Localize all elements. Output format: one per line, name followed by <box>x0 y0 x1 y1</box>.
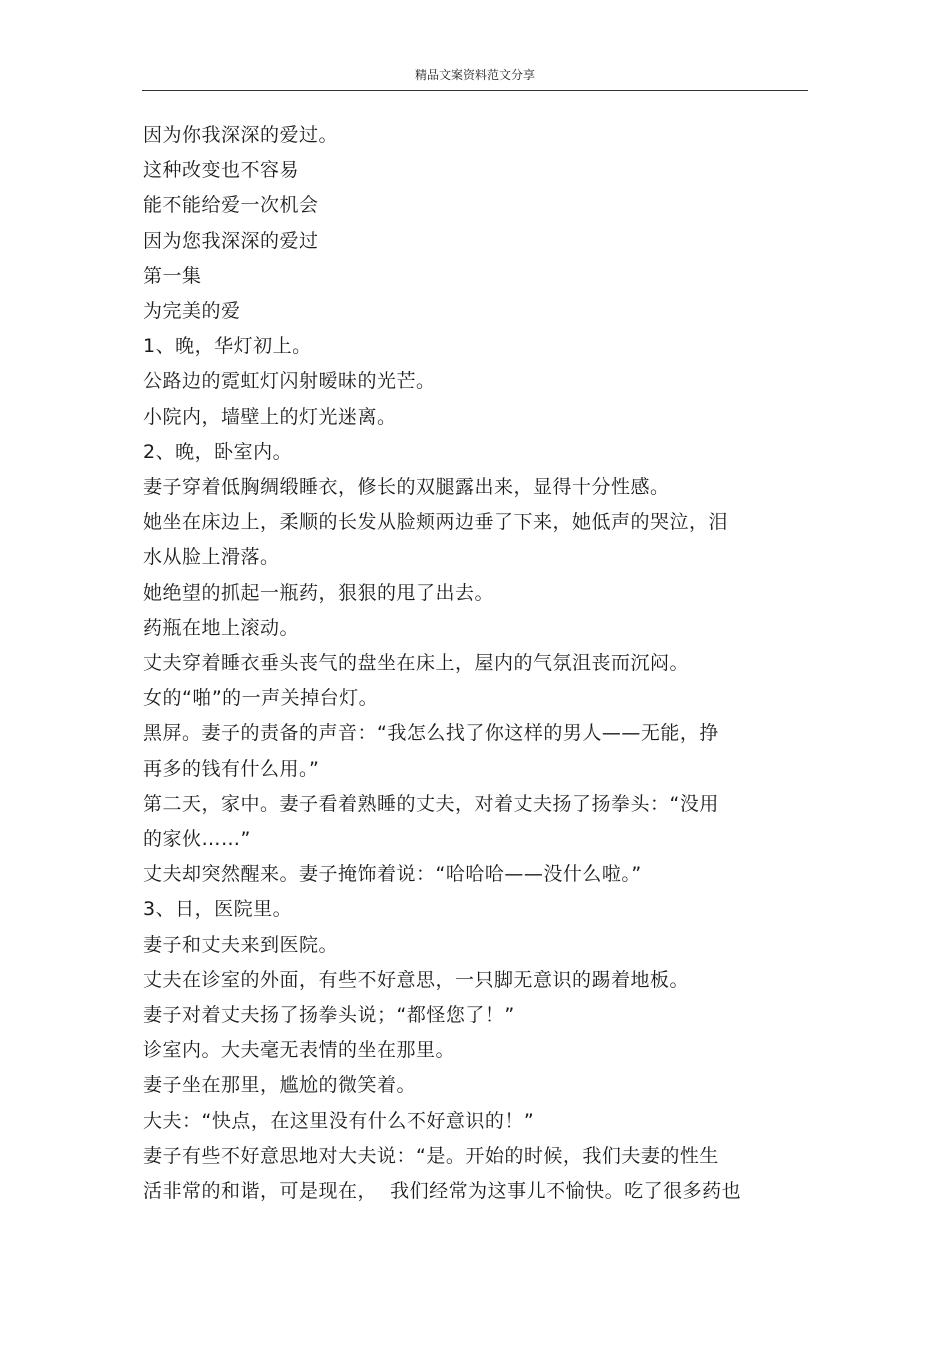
text-line: 能不能给爱一次机会 <box>143 194 319 217</box>
text-line: 小院内，墙壁上的灯光迷离。 <box>143 405 397 428</box>
text-line: 妻子对着丈夫扬了扬拳头说；“都怪您了！” <box>143 1004 515 1027</box>
text-line: 再多的钱有什么用。” <box>143 757 320 780</box>
text-line: 她绝望的抓起一瓶药，狠狠的甩了出去。 <box>143 581 495 604</box>
text-line: 黑屏。妻子的责备的声音：“我怎么找了你这样的男人——无能，挣 <box>143 722 719 745</box>
text-line: 妻子有些不好意思地对大夫说：“是。开始的时候，我们夫妻的性生 <box>143 1144 719 1167</box>
text-line: 因为您我深深的爱过 <box>143 229 319 252</box>
text-line: 这种改变也不容易 <box>143 159 300 182</box>
text-line: 1、晚，华灯初上。 <box>143 335 312 358</box>
document-body <box>143 118 793 1209</box>
text-line: 因为你我深深的爱过。 <box>143 124 339 146</box>
text-line: 水从脸上滑落。 <box>143 546 280 569</box>
text-line: 丈夫在诊室的外面，有些不好意思，一只脚无意识的踢着地板。 <box>143 968 690 991</box>
page-header <box>142 66 808 91</box>
header-title: 精品文案资料范文分享 <box>414 68 535 82</box>
text-line: 妻子穿着低胸绸缎睡衣，修长的双腿露出来，显得十分性感。 <box>143 476 670 499</box>
text-line: 为完美的爱 <box>143 300 241 323</box>
text-line: 女的“啪”的一声关掉台灯。 <box>143 687 379 710</box>
text-line: 的家伙……” <box>143 828 251 851</box>
text-line: 大夫：“快点，在这里没有什么不好意识的！” <box>143 1109 535 1132</box>
text-line: 药瓶在地上滚动。 <box>143 616 300 639</box>
text-line: 2、晚，卧室内。 <box>143 440 293 463</box>
text-line: 妻子坐在那里，尴尬的微笑着。 <box>143 1074 417 1097</box>
text-line: 她坐在床边上，柔顺的长发从脸颊两边垂了下来，她低声的哭泣，泪 <box>143 511 729 534</box>
text-line: 第一集 <box>143 264 202 287</box>
text-line: 丈夫穿着睡衣垂头丧气的盘坐在床上，屋内的气氛沮丧而沉闷。 <box>143 652 690 675</box>
text-line: 公路边的霓虹灯闪射暧昧的光芒。 <box>143 370 436 393</box>
text-line: 3、日，医院里。 <box>143 898 293 921</box>
text-line: 诊室内。大夫毫无表情的坐在那里。 <box>143 1039 456 1062</box>
text-line: 活非常的和谐，可是现在， 我们经常为这事儿不愉快。吃了很多药也 <box>143 1180 742 1203</box>
text-line: 妻子和丈夫来到医院。 <box>143 933 339 956</box>
text-line: 第二天，家中。妻子看着熟睡的丈夫，对着丈夫扬了扬拳头：“没用 <box>143 792 719 815</box>
text-line: 丈夫却突然醒来。妻子掩饰着说：“哈哈哈——没什么啦。” <box>143 863 642 886</box>
